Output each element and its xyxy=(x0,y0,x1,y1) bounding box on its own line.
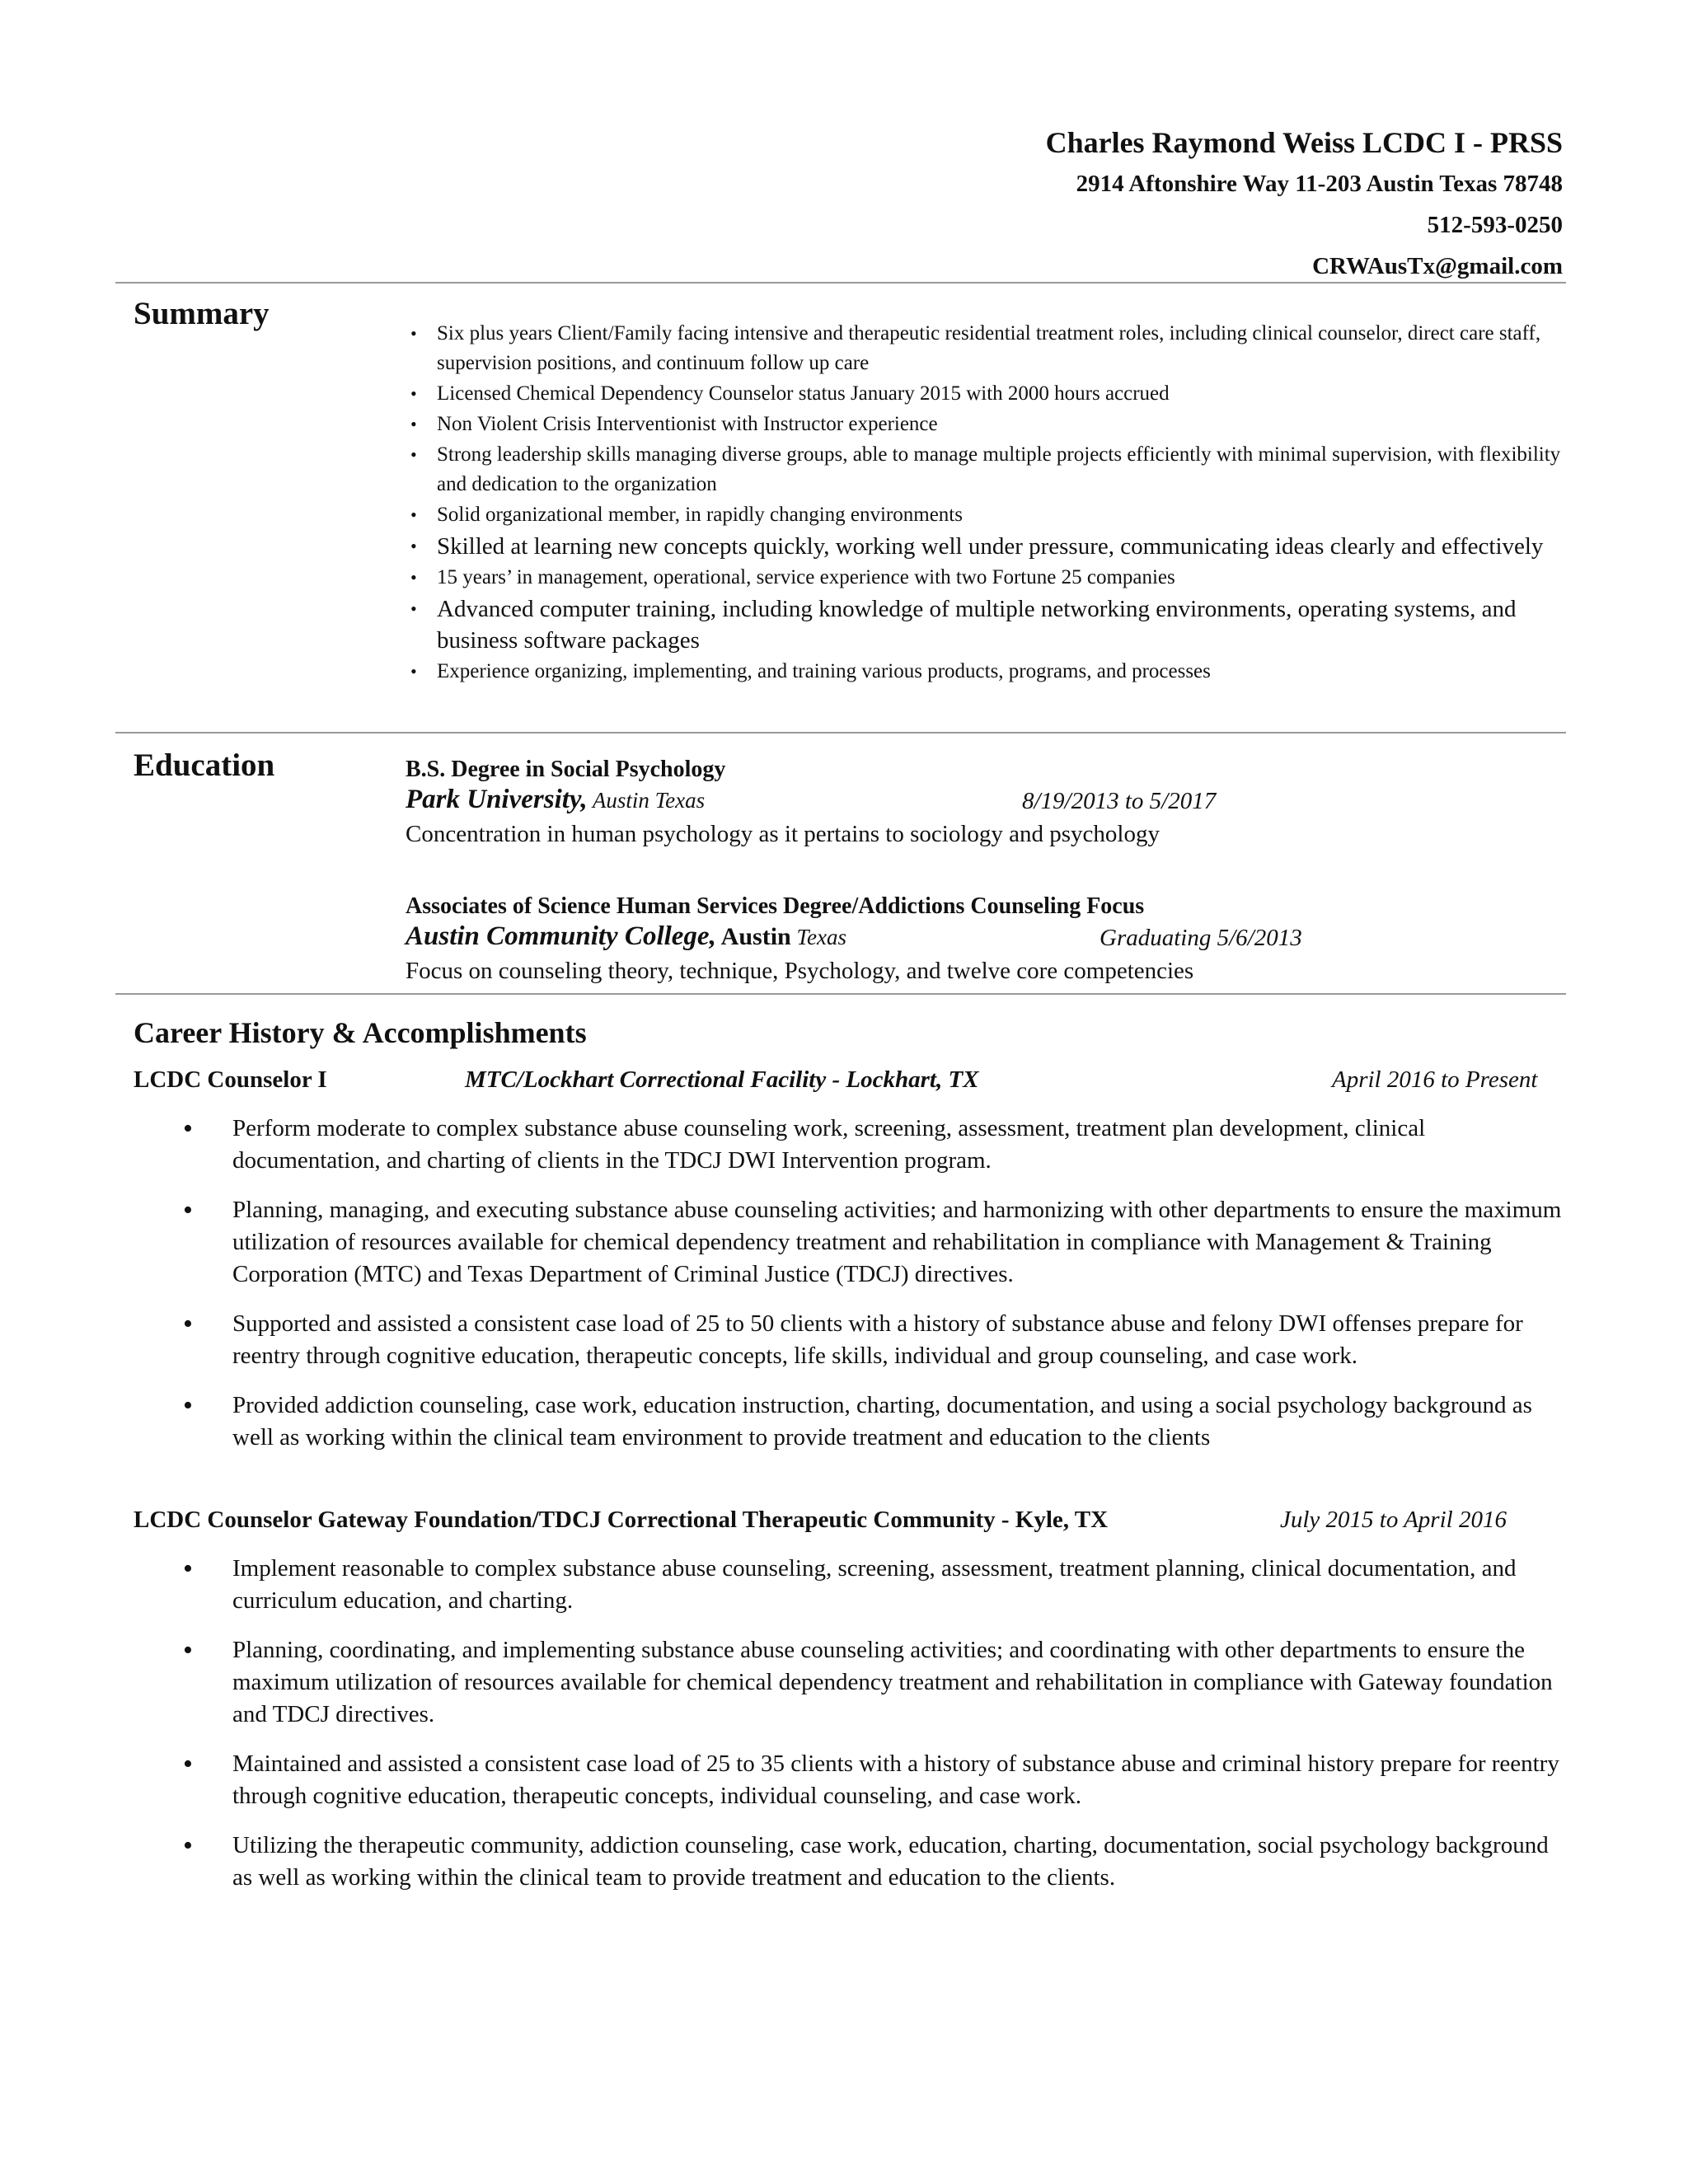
degree-description: Focus on counseling theory, technique, Psychology, and twelve core competencies xyxy=(406,958,1194,984)
school-location: Texas xyxy=(790,925,846,949)
job-bullets xyxy=(183,1553,1568,1911)
school-row xyxy=(406,785,1559,818)
job-title: LCDC Counselor I xyxy=(134,1066,327,1093)
school-name: Park University, xyxy=(406,785,588,814)
summary-item: • Licensed Chemical Dependency Counselor status January 2015 with 2000 hours accrued xyxy=(406,379,1568,409)
phone-number: 512-593-0250 xyxy=(1427,212,1563,238)
candidate-name: Charles Raymond Weiss LCDC I - PRSS xyxy=(1045,126,1563,159)
school-city: Austin xyxy=(715,923,791,950)
divider-header xyxy=(115,282,1566,284)
job-bullet: • Provided addiction counseling, case work, education instruction, charting, documentation, and using a social psychology background as well as working within the clinical team environment to provide treatment and education to the clients xyxy=(183,1390,1568,1454)
job-bullet: • Maintained and assisted a consistent case load of 25 to 35 clients with a history of substance abuse and criminal history prepare for reentry through cognitive education, therapeutic concepts, individual counseling, and case work. xyxy=(183,1748,1568,1812)
school-row xyxy=(406,921,1559,954)
degree-title: Associates of Science Human Services Degree/Addictions Counseling Focus xyxy=(406,893,1145,919)
school-name: Austin Community College, xyxy=(406,921,716,951)
job-header xyxy=(134,1066,1568,1099)
summary-item: • Strong leadership skills managing diverse groups, able to manage multiple projects efficiently with minimal supervision, with flexibility and dedication to the organization xyxy=(406,440,1568,499)
email-address[interactable]: CRWAusTx@gmail.com xyxy=(1312,253,1563,279)
job-bullets xyxy=(183,1113,1568,1471)
summary-item: • Non Violent Crisis Interventionist with Instructor experience xyxy=(406,410,1568,439)
job-bullet: • Planning, coordinating, and implementing substance abuse counseling activities; and coordinating with other departments to ensure the maximum utilization of resources available for chemical dependency treatment and rehabilitation in compliance with Gateway foundation and TDCJ directives. xyxy=(183,1634,1568,1731)
summary-item: • Skilled at learning new concepts quickly, working well under pressure, communicating ideas clearly and effectively xyxy=(406,531,1568,562)
job-title: LCDC Counselor Gateway Foundation/TDCJ Correctional Therapeutic Community - Kyle, TX xyxy=(134,1507,1109,1533)
job-bullet: • Supported and assisted a consistent case load of 25 to 50 clients with a history of substance abuse and felony DWI offenses prepare for reentry through cognitive education, therapeutic concepts, life skills, individual and group counseling, and case work. xyxy=(183,1308,1568,1372)
attendance-dates: Graduating 5/6/2013 xyxy=(1100,925,1302,951)
divider-summary xyxy=(115,732,1566,733)
summary-item: • Advanced computer training, including knowledge of multiple networking environments, operating systems, and business software packages xyxy=(406,593,1568,656)
address: 2914 Aftonshire Way 11-203 Austin Texas 78748 xyxy=(1076,171,1563,197)
job-organization: MTC/Lockhart Correctional Facility - Lockhart, TX xyxy=(465,1066,979,1093)
summary-heading: Summary xyxy=(134,296,270,331)
job-bullet: • Perform moderate to complex substance abuse counseling work, screening, assessment, treatment plan development, clinical documentation, and charting of clients in the TDCJ DWI Intervention program. xyxy=(183,1113,1568,1177)
job-header xyxy=(134,1507,1568,1540)
summary-item: • Solid organizational member, in rapidly changing environments xyxy=(406,500,1568,530)
job-dates: July 2015 to April 2016 xyxy=(1280,1507,1507,1533)
job-bullet: • Planning, managing, and executing substance abuse counseling activities; and harmonizing with other departments to ensure the maximum utilization of resources available for chemical dependency treatment and rehabilitation in compliance with Management & Training Corporation (MTC) and Texas Department of Criminal Justice (TDCJ) directives. xyxy=(183,1194,1568,1291)
job-bullet: • Implement reasonable to complex substance abuse counseling, screening, assessment, treatment planning, clinical documentation, and curriculum education, and charting. xyxy=(183,1553,1568,1617)
summary-item: • 15 years’ in management, operational, service experience with two Fortune 25 companies xyxy=(406,563,1568,593)
attendance-dates: 8/19/2013 to 5/2017 xyxy=(1022,788,1217,814)
education-heading: Education xyxy=(134,748,275,783)
school-location: Austin Texas xyxy=(587,788,706,813)
education-entry xyxy=(406,755,1559,851)
summary-item: • Experience organizing, implementing, and training various products, programs, and processes xyxy=(406,657,1568,687)
divider-education xyxy=(115,993,1566,995)
degree-title: B.S. Degree in Social Psychology xyxy=(406,757,726,782)
contact-header xyxy=(1046,122,1563,287)
degree-description: Concentration in human psychology as it pertains to sociology and psychology xyxy=(406,821,1160,847)
career-heading: Career History & Accomplishments xyxy=(134,1016,587,1049)
summary-list xyxy=(406,319,1568,687)
job-bullet: • Utilizing the therapeutic community, addiction counseling, case work, education, charting, documentation, social psychology background as well as working within the clinical team to provide treatment and education to the clients. xyxy=(183,1830,1568,1894)
education-entry xyxy=(406,892,1559,987)
summary-item: • Six plus years Client/Family facing intensive and therapeutic residential treatment roles, including clinical counselor, direct care staff, supervision positions, and continuum follow up care xyxy=(406,319,1568,378)
job-dates: April 2016 to Present xyxy=(1332,1066,1538,1093)
